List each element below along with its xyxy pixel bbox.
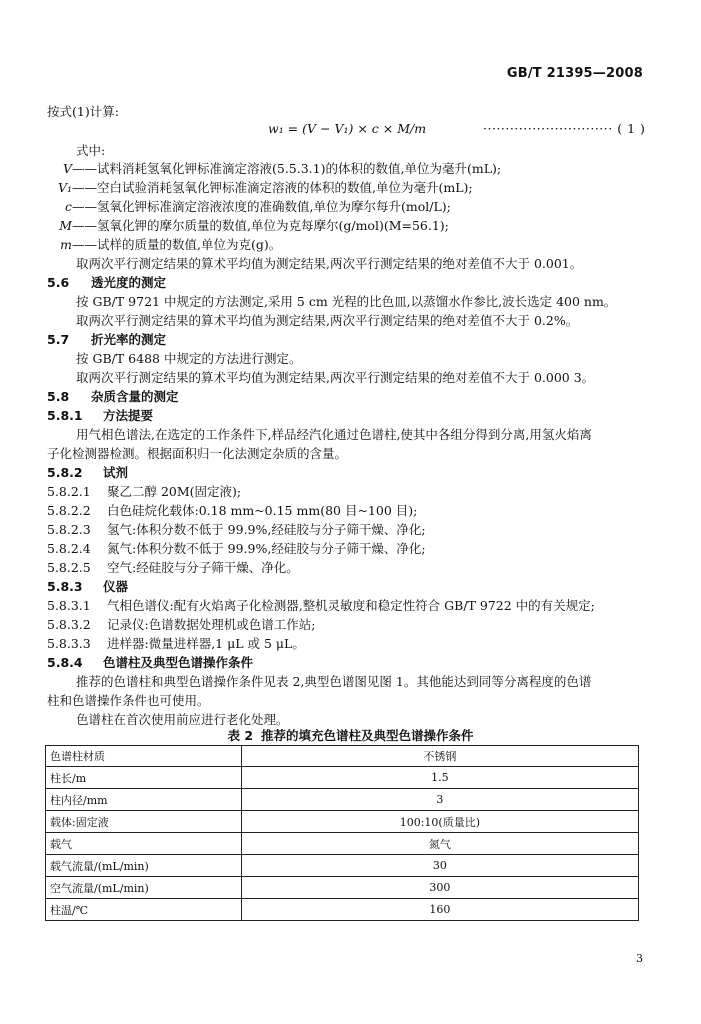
table-caption-number: 表 2 bbox=[227, 728, 254, 743]
list-item bbox=[47, 541, 426, 557]
variable-desc: ——空白试验消耗氢氧化钾标准滴定溶液的体积的数值,单位为毫升(mL); bbox=[72, 180, 473, 195]
variable-desc: ——试料消耗氢氧化钾标准滴定溶液(5.5.3.1)的体积的数值,单位为毫升(mL); bbox=[72, 161, 502, 176]
list-item bbox=[47, 560, 299, 576]
formula-intro: 按式(1)计算: bbox=[47, 104, 119, 119]
paragraph: 推荐的色谱柱和典型色谱操作条件见表 2,典型色谱图见图 1。其他能达到同等分离程度的色谱 bbox=[76, 674, 592, 689]
table-cell-value: 氮气 bbox=[241, 833, 638, 855]
list-item bbox=[47, 484, 241, 500]
variable-symbol: m bbox=[60, 237, 72, 252]
spec-table bbox=[45, 745, 639, 921]
section-title: 试剂 bbox=[103, 465, 129, 480]
item-number: 5.8.3.3 bbox=[47, 636, 91, 651]
formula-leader bbox=[483, 121, 645, 136]
formula-note: 取两次平行测定结果的算术平均值为测定结果,两次平行测定结果的绝对差值不大于 0.001。 bbox=[76, 256, 583, 271]
paragraph: 按 GB/T 9721 中规定的方法测定,采用 5 cm 光程的比色皿,以蒸馏水作参比,波长选定 400 nm。 bbox=[76, 294, 617, 309]
item-number: 5.8.2.4 bbox=[47, 541, 91, 556]
item-text: 进样器:微量进样器,1 μL 或 5 μL。 bbox=[106, 636, 305, 651]
table-row bbox=[46, 855, 639, 877]
list-item bbox=[47, 598, 595, 614]
variable-desc: ——氢氧化钾标准滴定溶液浓度的准确数值,单位为摩尔每升(mol/L); bbox=[72, 199, 451, 214]
section-heading bbox=[47, 389, 179, 405]
item-number: 5.8.3.1 bbox=[47, 598, 91, 613]
variable-desc: ——氢氧化钾的摩尔质量的数值,单位为克每摩尔(g/mol)(M=56.1); bbox=[72, 218, 449, 233]
variable-symbol: V bbox=[62, 161, 72, 176]
table-caption bbox=[0, 726, 701, 744]
table-cell-value: 160 bbox=[241, 899, 638, 921]
paragraph: 柱和色谱操作条件也可使用。 bbox=[47, 693, 210, 708]
section-heading bbox=[47, 408, 153, 424]
formula-number: ( 1 ) bbox=[617, 121, 646, 136]
paragraph: 取两次平行测定结果的算术平均值为测定结果,两次平行测定结果的绝对差值不大于 0.000 3。 bbox=[76, 370, 595, 385]
paragraph: 取两次平行测定结果的算术平均值为测定结果,两次平行测定结果的绝对差值不大于 0.2%。 bbox=[76, 313, 579, 328]
table-cell-value: 1.5 bbox=[241, 767, 638, 789]
table-cell-label: 色谱柱材质 bbox=[46, 746, 242, 767]
section-heading bbox=[47, 579, 128, 595]
standard-number: GB/T 21395—2008 bbox=[506, 66, 643, 81]
table-row bbox=[46, 833, 639, 855]
page-number: 3 bbox=[636, 952, 643, 965]
item-text: 记录仪:色谱数据处理机或色谱工作站; bbox=[106, 617, 316, 632]
item-number: 5.8.2.5 bbox=[47, 560, 91, 575]
item-text: 氢气:体积分数不低于 99.9%,经硅胶与分子筛干燥、净化; bbox=[106, 522, 426, 537]
table-cell-value: 3 bbox=[241, 789, 638, 811]
item-text: 白色硅烷化载体:0.18 mm~0.15 mm(80 目~100 目); bbox=[106, 503, 418, 518]
variable-symbol: V₁ bbox=[57, 180, 72, 195]
section-number: 5.8.2 bbox=[47, 465, 83, 480]
item-number: 5.8.2.1 bbox=[47, 484, 91, 499]
variable-desc: ——试样的质量的数值,单位为克(g)。 bbox=[72, 237, 282, 252]
formula-where: 式中: bbox=[76, 143, 106, 158]
table-row bbox=[46, 789, 639, 811]
paragraph: 色谱柱在首次使用前应进行老化处理。 bbox=[76, 712, 289, 727]
table-row bbox=[46, 811, 639, 833]
list-item bbox=[47, 522, 426, 538]
table-cell-label: 柱温/℃ bbox=[46, 899, 242, 921]
variable-symbol: M bbox=[59, 218, 72, 233]
table-caption-title: 推荐的填充色谱柱及典型色谱操作条件 bbox=[261, 728, 474, 743]
list-item bbox=[47, 503, 417, 519]
table-row bbox=[46, 899, 639, 921]
section-heading bbox=[47, 655, 253, 671]
table-cell-value: 300 bbox=[241, 877, 638, 899]
item-text: 氮气:体积分数不低于 99.9%,经硅胶与分子筛干燥、净化; bbox=[106, 541, 426, 556]
table-cell-value: 100:10(质量比) bbox=[241, 811, 638, 833]
section-heading bbox=[47, 332, 166, 348]
table-cell-value: 30 bbox=[241, 855, 638, 877]
section-number: 5.8.3 bbox=[47, 579, 83, 594]
section-number: 5.8.1 bbox=[47, 408, 83, 423]
section-title: 杂质含量的测定 bbox=[91, 389, 179, 404]
section-number: 5.8 bbox=[47, 389, 70, 404]
variable-item bbox=[44, 180, 473, 196]
table-cell-label: 载气流量/(mL/min) bbox=[46, 855, 242, 877]
list-item bbox=[47, 617, 315, 633]
item-number: 5.8.2.3 bbox=[47, 522, 91, 537]
section-title: 折光率的测定 bbox=[91, 332, 167, 347]
table-cell-value: 不锈钢 bbox=[241, 746, 638, 767]
item-text: 空气:经硅胶与分子筛干燥、净化。 bbox=[106, 560, 299, 575]
formula-expression: w₁ = (V − V₁) × c × M/m bbox=[268, 121, 427, 136]
item-text: 聚乙二醇 20M(固定液); bbox=[106, 484, 242, 499]
table-cell-label: 柱长/m bbox=[46, 767, 242, 789]
variable-item bbox=[44, 199, 451, 215]
table-row bbox=[46, 767, 639, 789]
section-heading bbox=[47, 465, 128, 481]
table-cell-label: 载体:固定液 bbox=[46, 811, 242, 833]
item-number: 5.8.2.2 bbox=[47, 503, 91, 518]
item-text: 气相色谱仪:配有火焰离子化检测器,整机灵敏度和稳定性符合 GB/T 9722 中的有关规定; bbox=[106, 598, 595, 613]
section-title: 方法提要 bbox=[103, 408, 154, 423]
section-title: 仪器 bbox=[103, 579, 129, 594]
table-row bbox=[46, 746, 639, 767]
table-row bbox=[46, 877, 639, 899]
table-cell-label: 载气 bbox=[46, 833, 242, 855]
section-title: 透光度的测定 bbox=[91, 275, 167, 290]
table-cell-label: 空气流量/(mL/min) bbox=[46, 877, 242, 899]
variable-item bbox=[44, 161, 501, 177]
section-title: 色谱柱及典型色谱操作条件 bbox=[103, 655, 254, 670]
section-number: 5.6 bbox=[47, 275, 70, 290]
section-number: 5.7 bbox=[47, 332, 70, 347]
variable-item bbox=[44, 237, 281, 253]
paragraph: 子化检测器检测。根据面积归一化法测定杂质的含量。 bbox=[47, 446, 348, 461]
paragraph: 用气相色谱法,在选定的工作条件下,样品经汽化通过色谱柱,使其中各组分得到分离,用氢火焰离 bbox=[76, 427, 592, 442]
table-cell-label: 柱内径/mm bbox=[46, 789, 242, 811]
paragraph: 按 GB/T 6488 中规定的方法进行测定。 bbox=[76, 351, 302, 366]
section-number: 5.8.4 bbox=[47, 655, 83, 670]
list-item bbox=[47, 636, 305, 652]
section-heading bbox=[47, 275, 166, 291]
variable-symbol: c bbox=[64, 199, 72, 214]
formula-leader-dots: ····························· bbox=[483, 121, 613, 136]
variable-item bbox=[44, 218, 449, 234]
item-number: 5.8.3.2 bbox=[47, 617, 91, 632]
